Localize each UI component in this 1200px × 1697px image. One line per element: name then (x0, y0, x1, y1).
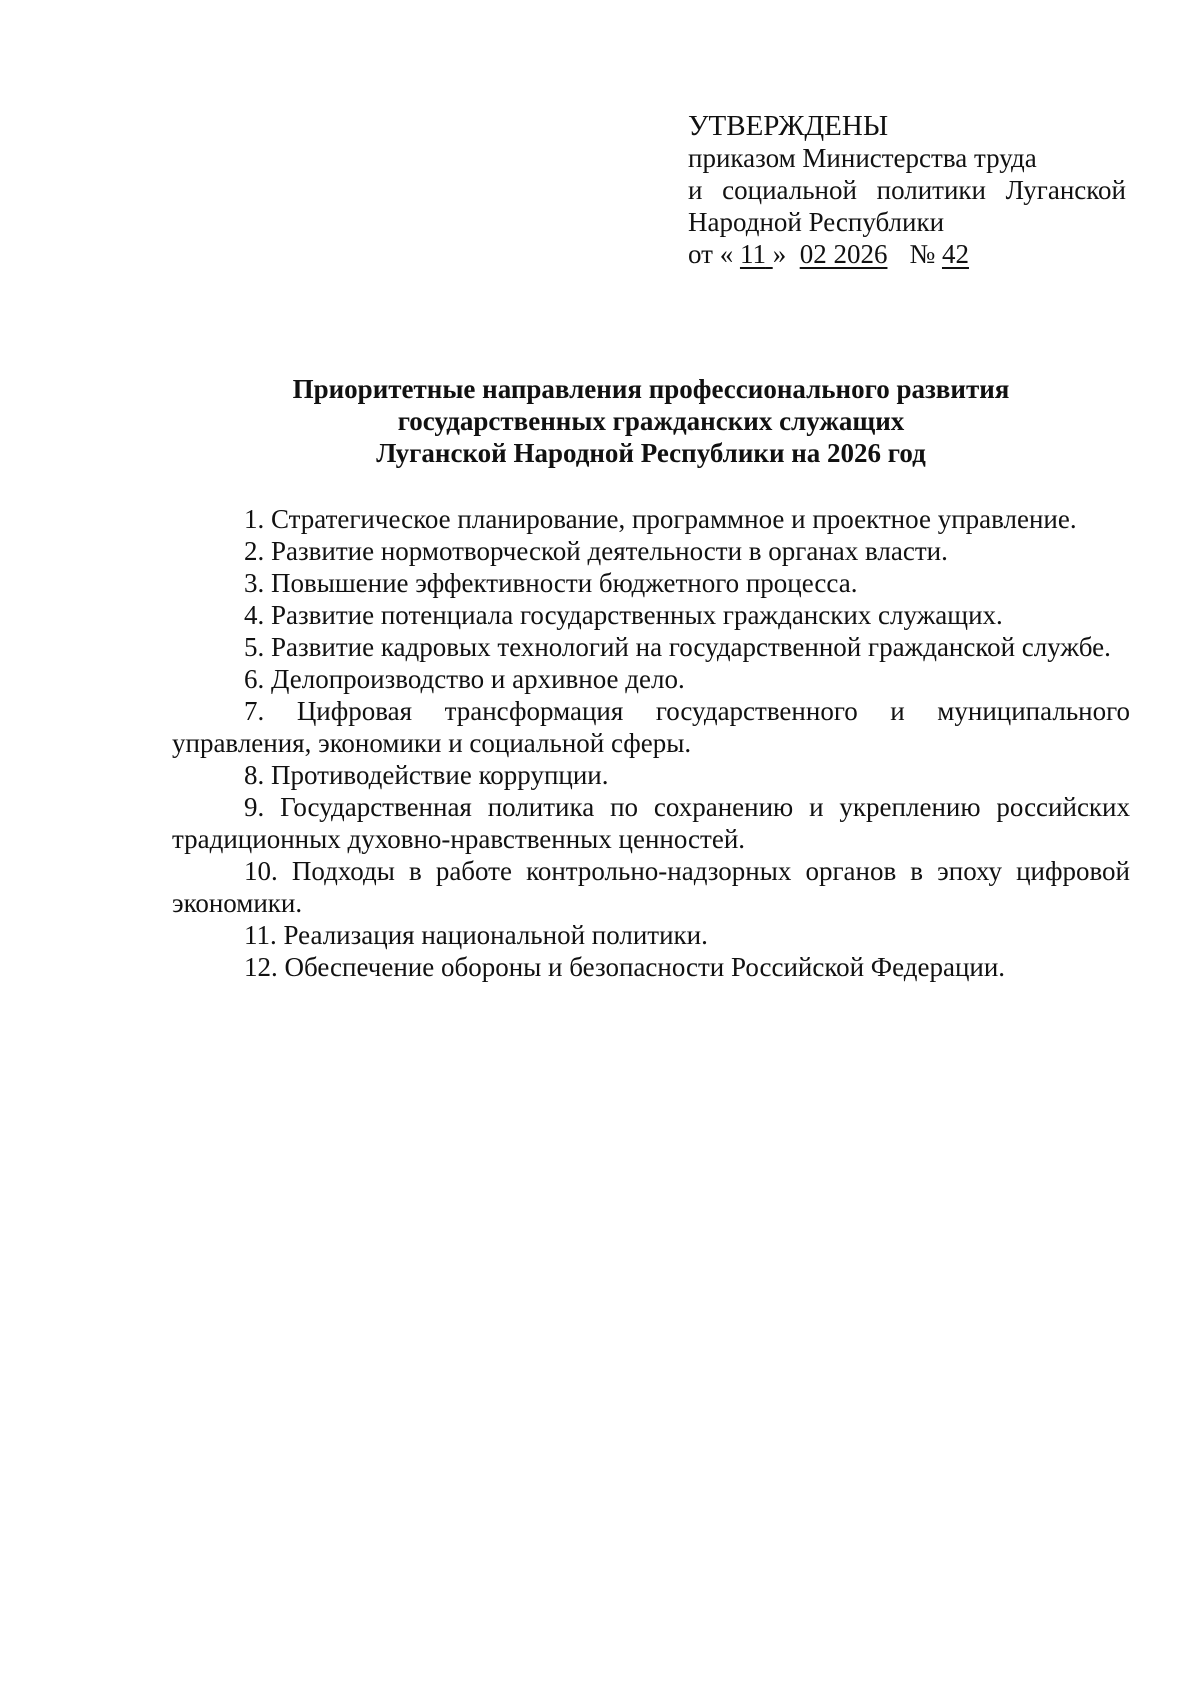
approval-ministry-line: и социальной политики Луганской (688, 175, 1126, 205)
list-item: 2. Развитие нормотворческой деятельности в органах власти. (244, 536, 948, 566)
title-line-3: Луганской Народной Республики на 2026 год (376, 438, 926, 468)
approval-date-line (688, 238, 1126, 270)
title-line-1: Приоритетные направления профессионального развития (292, 374, 1010, 404)
document-title (172, 373, 1130, 469)
title-line-2: государственных гражданских служащих (397, 406, 905, 436)
list-item: 12. Обеспечение обороны и безопасности Российской Федерации. (244, 952, 1006, 982)
approval-order-line: приказом Министерства труда (688, 143, 1037, 173)
list-item: 5. Развитие кадровых технологий на государственной гражданской службе. (244, 632, 1111, 662)
approval-republic-line: Народной Республики (688, 207, 945, 237)
approval-heading: УТВЕРЖДЕНЫ (688, 110, 889, 142)
priority-list (172, 503, 1130, 983)
list-item: 1. Стратегическое планирование, программное и проектное управление. (244, 504, 1077, 534)
date-month-year: 02 2026 (799, 239, 888, 269)
list-item: 10. Подходы в работе контрольно-надзорных органов в эпоху цифровой экономики. (172, 856, 1130, 918)
list-item: 4. Развитие потенциала государственных гражданских служащих. (244, 600, 1003, 630)
order-number: 42 (941, 239, 969, 269)
list-item: 6. Делопроизводство и архивное дело. (244, 664, 685, 694)
list-item: 7. Цифровая трансформация государственного и муниципального управления, экономики и социальной сферы. (172, 696, 1130, 758)
list-item: 11. Реализация национальной политики. (244, 920, 708, 950)
date-day: 11 (739, 239, 766, 269)
list-item: 8. Противодействие коррупции. (244, 760, 609, 790)
list-item: 3. Повышение эффективности бюджетного процесса. (244, 568, 858, 598)
date-prefix: от « (688, 239, 734, 269)
number-sign: № (909, 239, 936, 269)
date-quote-close: » (772, 239, 787, 269)
approval-stamp-block (688, 110, 1126, 270)
list-item: 9. Государственная политика по сохранению и укреплению российских традиционных духовно-нравственных ценностей. (172, 792, 1130, 854)
